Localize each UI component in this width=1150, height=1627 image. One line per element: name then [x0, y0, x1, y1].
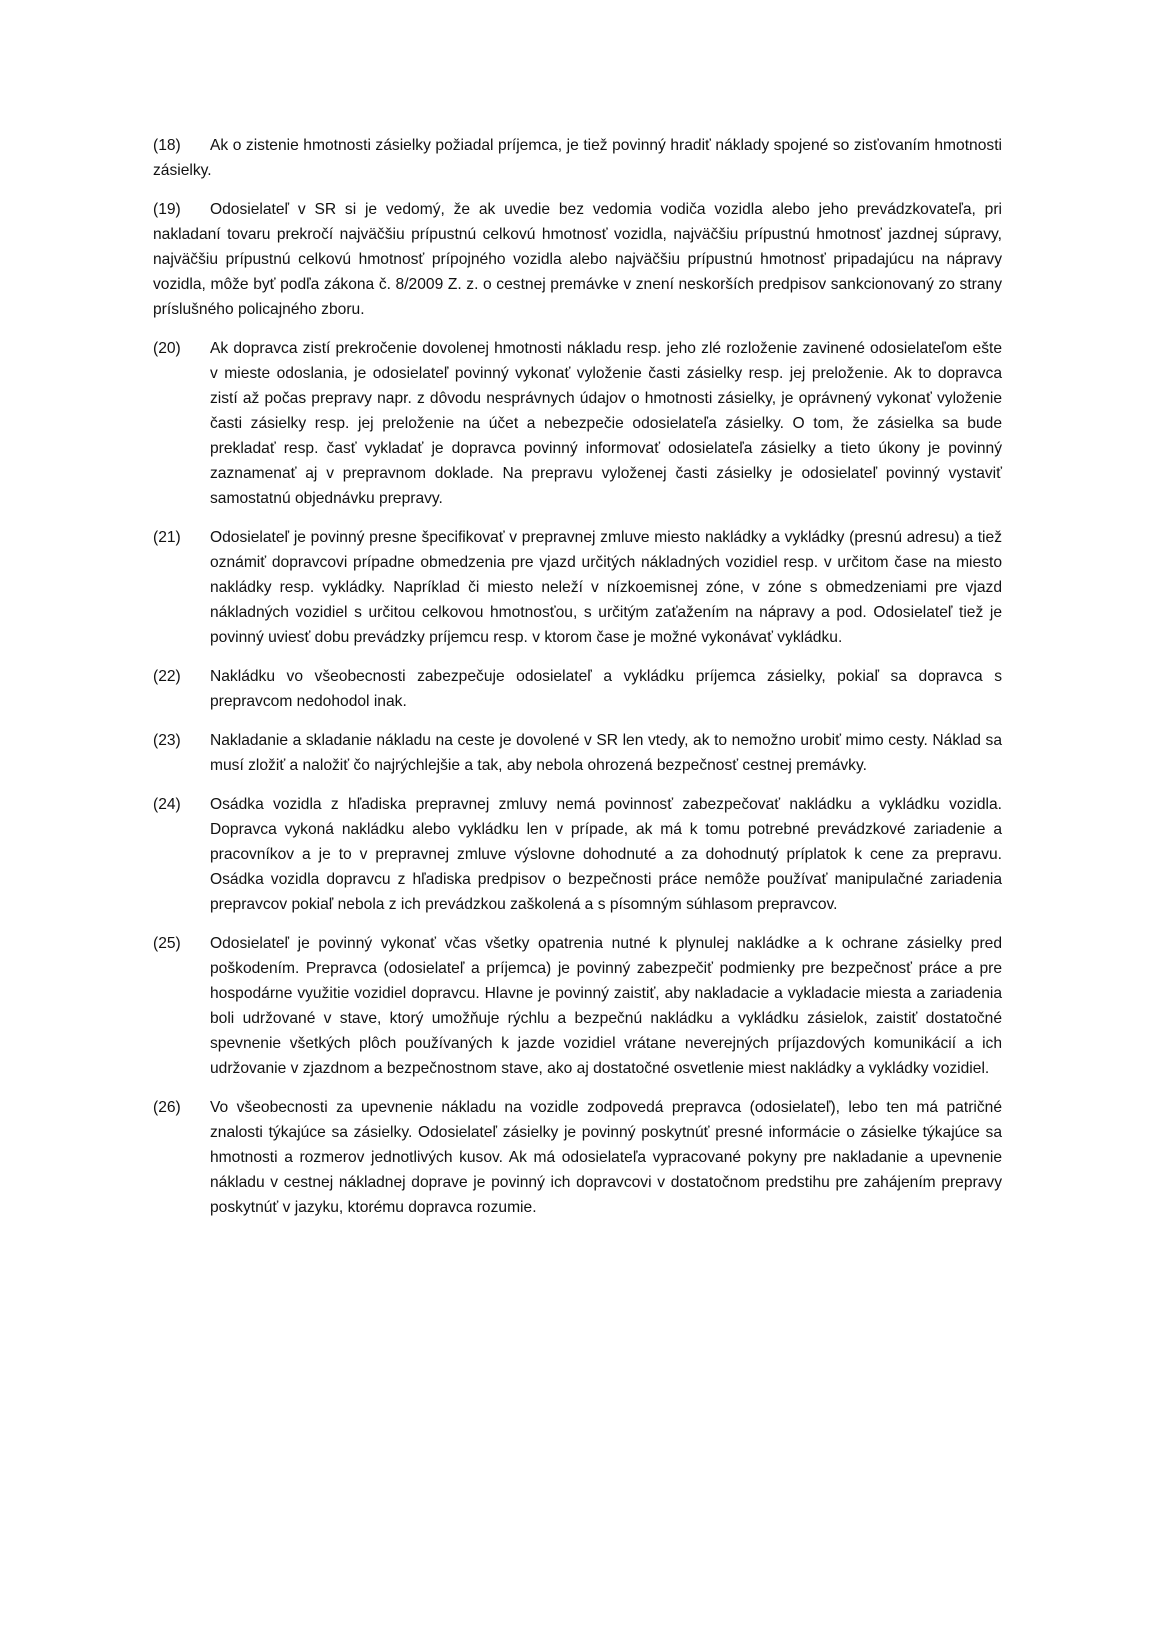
paragraph-number: (24) — [153, 796, 181, 813]
paragraph-text: Nakládku vo všeobecnosti zabezpečuje odosielateľ a vykládku príjemca zásielky, pokiaľ sa dopravca s prepravcom nedohodol inak. — [210, 668, 1002, 710]
paragraph-number: (26) — [153, 1099, 181, 1116]
paragraph-text: Odosielateľ je povinný presne špecifikovať v prepravnej zmluve miesto nakládky a vykládky (presnú adresu) a tiež oznámiť dopravcovi prípadne obmedzenia pre vjazd určitých nákladných vozidiel resp. v určitom čase na miesto nakládky resp. vykládky. Napríklad či miesto neleží v nízkoemisnej zóne, v zóne s obmedzeniami pre vjazd nákladných vozidiel s určitou celkovou hmotnosťou, s určitým zaťažením na nápravy a pod. Odosielateľ tiež je povinný uviesť dobu prevádzky príjemcu resp. v ktorom čase je možné vykonávať vykládku. — [210, 529, 1002, 646]
paragraph-text: Odosielateľ v SR si je vedomý, že ak uvedie bez vedomia vodiča vozidla alebo jeho prevádzkovateľa, pri nakladaní tovaru prekročí najväčšiu prípustnú celkovú hmotnosť vozidla, najväčšiu prípustnú hmotnosť jazdnej súpravy, najväčšiu prípustnú celkovú hmotnosť prípojného vozidla alebo najväčšiu prípustnú hmotnosť pripadajúcu na nápravy vozidla, môže byť podľa zákona č. 8/2009 Z. z. o cestnej premávke v znení neskorších predpisov sankcionovaný zo strany príslušného policajného zboru. — [153, 201, 1002, 318]
paragraph-number: (23) — [153, 732, 181, 749]
paragraph-text: Ak o zistenie hmotnosti zásielky požiadal príjemca, je tiež povinný hradiť náklady spojené so zisťovaním hmotnosti zásielky. — [153, 137, 1002, 179]
paragraph-text: Vo všeobecnosti za upevnenie nákladu na vozidle zodpovedá prepravca (odosielateľ), lebo ten má patričné znalosti týkajúce sa zásielky. Odosielateľ zásielky je povinný poskytnúť presné informácie o zásielke týkajúce sa hmotnosti a rozmerov jednotlivých kusov. Ak má odosielateľa vypracované pokyny pre nakladanie a upevnenie nákladu v cestnej nákladnej doprave je povinný ich dopravcovi v dostatočnom predstihu pre zahájením prepravy poskytnúť v jazyku, ktorému dopravca rozumie. — [210, 1099, 1002, 1216]
paragraph-number: (18) — [153, 137, 181, 154]
paragraph-26 — [153, 1095, 1002, 1220]
paragraph-23 — [153, 728, 1002, 778]
document-body — [153, 133, 1002, 1234]
paragraph-text: Ak dopravca zistí prekročenie dovolenej hmotnosti nákladu resp. jeho zlé rozloženie zavinené odosielateľom ešte v mieste odoslania, je odosielateľ povinný vykonať vyloženie časti zásielky resp. jej preloženie. Ak to dopravca zistí až počas prepravy napr. z dôvodu nesprávnych údajov o hmotnosti zásielky, je oprávnený vykonať vyloženie časti zásielky resp. jej preloženie na účet a nebezpečie odosielateľa zásielky. O tom, že zásielka sa bude prekladať resp. časť vykladať je dopravca povinný informovať odosielateľa zásielky a tieto úkony je povinný zaznamenať aj v prepravnom doklade. Na prepravu vyloženej časti zásielky je odosielateľ povinný vystaviť samostatnú objednávku prepravy. — [210, 340, 1002, 507]
paragraph-number: (25) — [153, 935, 181, 952]
paragraph-text: Osádka vozidla z hľadiska prepravnej zmluvy nemá povinnosť zabezpečovať nakládku a vykládku vozidla. Dopravca vykoná nakládku alebo vykládku len v prípade, ak má k tomu potrebné prevádzkové zariadenie a pracovníkov a je to v prepravnej zmluve výslovne dohodnuté a za dohodnutý príplatok k cene za prepravu. Osádka vozidla dopravcu z hľadiska predpisov o bezpečnosti práce nemôže používať manipulačné zariadenia prepravcov pokiaľ nebola z ich prevádzkou zaškolená a s písomným súhlasom prepravcov. — [210, 796, 1002, 913]
paragraph-19 — [153, 197, 1002, 322]
paragraph-18 — [153, 133, 1002, 183]
paragraph-text: Odosielateľ je povinný vykonať včas všetky opatrenia nutné k plynulej nakládke a k ochrane zásielky pred poškodením. Prepravca (odosielateľ a príjemca) je povinný zabezpečiť podmienky pre bezpečnosť práce a pre hospodárne využitie vozidiel dopravcu. Hlavne je povinný zaistiť, aby nakladacie a vykladacie miesta a zariadenia boli udržované v stave, ktorý umožňuje rýchlu a bezpečnú nakládku a vykládku zásielok, zaistiť dostatočné spevnenie všetkých plôch používaných k jazde vozidiel vrátane neverejných príjazdových komunikácií a ich udržovanie v zjazdnom a bezpečnostnom stave, ako aj dostatočné osvetlenie miest nakládky a vykládky vozidiel. — [210, 935, 1002, 1077]
paragraph-number: (21) — [153, 529, 181, 546]
paragraph-20 — [153, 336, 1002, 511]
paragraph-24 — [153, 792, 1002, 917]
paragraph-number: (22) — [153, 668, 181, 685]
paragraph-21 — [153, 525, 1002, 650]
paragraph-25 — [153, 931, 1002, 1081]
paragraph-number: (20) — [153, 340, 181, 357]
paragraph-22 — [153, 664, 1002, 714]
paragraph-number: (19) — [153, 201, 181, 218]
paragraph-text: Nakladanie a skladanie nákladu na ceste je dovolené v SR len vtedy, ak to nemožno urobiť mimo cesty. Náklad sa musí zložiť a naložiť čo najrýchlejšie a tak, aby nebola ohrozená bezpečnosť cestnej premávky. — [210, 732, 1002, 774]
